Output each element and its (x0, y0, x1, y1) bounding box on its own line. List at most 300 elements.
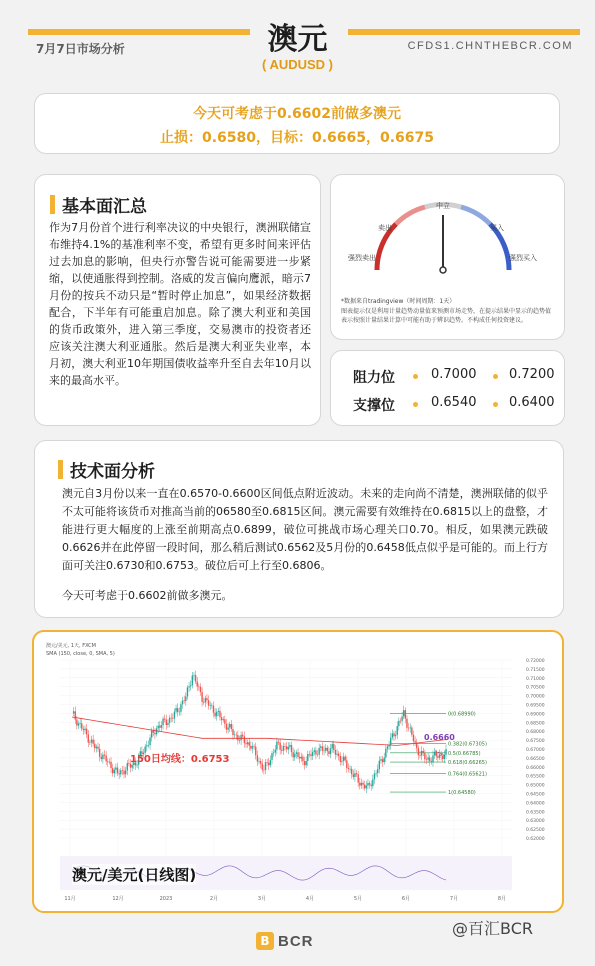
candle-body (393, 733, 394, 736)
ma-label: 150日均线：0.6753 (130, 754, 230, 765)
candle-body (312, 752, 313, 756)
candle-body (362, 783, 363, 785)
candle-body (344, 757, 345, 761)
candle-body (125, 770, 126, 774)
candle-body (380, 759, 381, 760)
candle-body (398, 721, 399, 726)
candle-body (353, 774, 354, 777)
recommendation-line-2: 止损：0.6580，目标：0.6665，0.6675 (159, 130, 435, 146)
candle-body (122, 770, 123, 771)
candle-body (315, 750, 316, 754)
candle-body (223, 719, 224, 720)
time-tick: 4月 (305, 896, 315, 902)
candle-body (369, 783, 370, 785)
resistance-2: 0.7200 (509, 367, 555, 382)
candle-body (83, 729, 84, 730)
candle-body (270, 760, 271, 765)
price-tick: 0.70500 (526, 685, 545, 691)
candle-body (84, 729, 85, 730)
candle-body (102, 755, 103, 759)
gauge-label-buy: 买入 (490, 224, 504, 232)
support-row (331, 395, 566, 415)
candle-body (333, 744, 334, 750)
candle-body (232, 729, 233, 735)
candle-body (99, 749, 100, 757)
candle-body (284, 746, 285, 747)
candle-body (94, 744, 95, 748)
price-tick: 0.71500 (526, 667, 545, 673)
candle-body (127, 763, 128, 770)
support-label: 支撑位 (353, 398, 395, 414)
candle-body (118, 773, 119, 774)
candle-body (148, 745, 149, 746)
candle-body (401, 716, 402, 720)
time-tick: 2月 (209, 896, 219, 902)
candle-body (359, 783, 360, 786)
gauge-label-sell: 卖出 (378, 224, 392, 232)
candle-body (427, 757, 428, 759)
candle-body (151, 731, 152, 738)
candle-body (275, 750, 276, 753)
price-tick: 0.67000 (526, 748, 545, 753)
bullet-dot (413, 402, 418, 407)
candle-body (216, 712, 217, 716)
candle-body (390, 738, 391, 745)
fundamental-heading (50, 192, 147, 217)
candle-body (203, 702, 204, 703)
fundamental-title: 基本面汇总 (62, 197, 147, 217)
candle-body (437, 756, 438, 758)
candle-body (348, 768, 349, 769)
candle-body (375, 773, 376, 774)
candle-body (73, 711, 74, 713)
technical-text: 澳元自3月份以来一直在0.6570-0.6600区间低点附近波动。未来的走向尚不清楚，澳洲联储的似乎不太可能将该货币对推高当前的06580至0.6815区间。澳元需要有效维持在0.6815以上的盘整，才能进行更大幅度的上涨至前期高点0.6899，破位可挑战市场心理关口0.70。相反，如果澳元跌破0.6626并在此停留一段时间，那么稍后测试0.6562及5月份的0.6458低点似乎是可能的。而上行方面可关注0.6730和0.6753。破位后可上行至0.6806。 (62, 487, 548, 572)
fib-label: 0.5(0.66785) (448, 750, 481, 757)
bcr-logo-icon: B (256, 932, 274, 950)
time-tick: 11月 (64, 896, 76, 902)
candle-body (236, 735, 237, 736)
candle-body (193, 675, 194, 676)
price-tick: 0.63000 (526, 819, 545, 825)
candle-body (289, 745, 290, 747)
candle-body (229, 724, 230, 727)
candle-body (330, 748, 331, 754)
candle-body (432, 755, 433, 762)
candle-body (400, 721, 401, 722)
price-tick: 0.66500 (526, 756, 545, 762)
fib-label: 0(0.68990) (448, 711, 476, 718)
price-tick: 0.72000 (526, 659, 545, 664)
sentiment-gauge (331, 175, 566, 295)
candle-body (76, 720, 77, 726)
candle-body (245, 743, 246, 744)
candle-body (255, 747, 256, 756)
candle-body (252, 746, 253, 748)
gauge-arc-sell (396, 207, 425, 224)
candle-body (379, 761, 380, 769)
candle-body (154, 733, 155, 735)
candle-body (200, 687, 201, 692)
candle-body (445, 749, 446, 755)
technical-heading (58, 457, 155, 482)
candle-body (392, 733, 393, 737)
candle-body (292, 752, 293, 757)
candle-body (234, 735, 235, 736)
candle-body (273, 753, 274, 754)
levels-card (330, 350, 565, 426)
chart-header-line-2: SMA (150, close, 0, SMA, 5) (46, 651, 115, 657)
candle-body (265, 762, 266, 770)
candle-body (120, 770, 121, 774)
candle-body (314, 750, 315, 752)
candle-body (276, 742, 277, 750)
candle-body (198, 686, 199, 687)
candle-body (421, 751, 422, 756)
candle-body (296, 752, 297, 754)
candle-body (96, 747, 97, 748)
candle-body (385, 749, 386, 758)
price-tick: 0.68000 (526, 730, 545, 736)
candle-body (413, 735, 414, 741)
candle-body (374, 774, 375, 780)
candle-body (214, 713, 215, 717)
candle-body (429, 757, 430, 761)
candle-body (302, 757, 303, 761)
candle-body (263, 770, 264, 771)
candle-body (131, 765, 132, 768)
candle-body (114, 770, 115, 773)
gauge-label-strong-buy: 强烈买入 (509, 254, 537, 262)
candle-body (92, 740, 93, 744)
price-tick: 0.69000 (526, 712, 545, 718)
price-tick: 0.63500 (526, 810, 545, 816)
candle-body (397, 726, 398, 735)
candle-body (327, 748, 328, 751)
candle-body (169, 718, 170, 723)
candle-body (177, 708, 178, 712)
candle-body (164, 719, 165, 720)
candle-body (115, 768, 116, 770)
technical-title: 技术面分析 (70, 462, 155, 482)
bullet-dot (493, 402, 498, 407)
candle-body (406, 719, 407, 728)
target-label: 0.6660 (424, 733, 455, 742)
time-tick: 2023 (159, 896, 173, 902)
candle-body (423, 751, 424, 753)
candle-body (271, 753, 272, 760)
candle-body (210, 705, 211, 706)
candle-body (351, 769, 352, 774)
candle-body (439, 754, 440, 757)
candle-body (231, 724, 232, 729)
candle-body (318, 748, 319, 755)
candle-body (247, 742, 248, 744)
candle-body (317, 755, 318, 756)
candle-body (197, 682, 198, 687)
candle-body (364, 785, 365, 789)
candle-body (268, 763, 269, 766)
candle-body (349, 769, 350, 770)
candle-body (78, 723, 79, 725)
time-tick: 3月 (257, 896, 267, 902)
candle-body (75, 711, 76, 719)
fundamental-card (34, 174, 321, 426)
candle-body (190, 685, 191, 686)
fib-label: 0.382(0.67305) (448, 741, 487, 748)
page-subtitle: ( AUDUSD ) (261, 57, 333, 72)
heading-marker (50, 195, 55, 214)
price-tick: 0.71000 (526, 676, 545, 682)
candle-body (157, 726, 158, 729)
candle-body (257, 755, 258, 761)
candle-body (153, 731, 154, 733)
candle-body (221, 717, 222, 720)
resistance-row (331, 367, 566, 387)
candle-body (208, 700, 209, 705)
candle-body (366, 786, 367, 789)
candle-body (414, 741, 415, 742)
candle-body (224, 719, 225, 724)
candle-body (250, 746, 251, 749)
candle-body (436, 752, 437, 756)
candle-body (338, 754, 339, 756)
gauge-note: *数据来自tradingview（时间周期：1天） 图表提示仅是利用计量趋势动量值来预测市场走势，在提示结果中显示的趋势值表示按照计量结果计算中可能有助于辨识趋势。不构成任何投资建议。 (341, 298, 552, 324)
price-tick: 0.65500 (526, 774, 545, 780)
candle-body (266, 762, 267, 763)
gauge-label-strong-sell: 强烈卖出 (348, 254, 376, 262)
bullet-dot (493, 374, 498, 379)
candle-body (323, 750, 324, 751)
candle-body (110, 762, 111, 768)
candle-body (403, 710, 404, 716)
candle-body (343, 757, 344, 761)
price-tick: 0.62000 (526, 837, 545, 842)
candle-body (206, 698, 207, 700)
candle-body (146, 745, 147, 746)
heading-marker (58, 460, 63, 479)
candle-body (123, 771, 124, 775)
candle-body (288, 747, 289, 750)
candle-body (104, 755, 105, 756)
candle-body (442, 756, 443, 759)
candle-body (299, 757, 300, 759)
chart-header-line-1: 澳元/美元, 1天, FXCM (46, 643, 96, 649)
candle-body (310, 754, 311, 756)
bcr-logo-text: BCR (278, 932, 314, 950)
candle-body (336, 754, 337, 755)
chart-caption: 澳元/美元(日线图) (72, 866, 197, 884)
candle-body (219, 711, 220, 717)
candle-body (79, 723, 80, 724)
price-chart (42, 638, 556, 908)
price-chart-card (32, 630, 564, 913)
time-tick: 8月 (497, 896, 507, 902)
candle-body (341, 761, 342, 762)
candle-body (237, 735, 238, 740)
fundamental-text: 作为7月份首个进行利率决议的中央银行，澳洲联储宣布维持4.1%的基准利率不变，希望有更多时间来评估过去加息的影响，但央行亦警告说可能需要进一步紧缩，以使通胀得到控制。洛威的发言偏向鹰派，暗示7月份的按兵不动只是“暂时停止加息”，如果经济数据配合，下半年有可能重启加息。除了澳大利亚和美国的货币政策外，进入第三季度，交易澳市的投资者还应该关注澳大利亚通胀。然后是澳大利亚失业率，本月初，澳大利亚10年期国债收益率升至自去年10月以来的最高水平。 (49, 221, 311, 387)
support-1: 0.6540 (431, 395, 477, 410)
candle-body (382, 759, 383, 762)
candle-body (179, 712, 180, 713)
candle-body (411, 728, 412, 735)
candle-body (291, 745, 292, 752)
candle-body (170, 718, 171, 719)
candle-body (260, 761, 261, 764)
candle-body (91, 740, 92, 743)
candle-body (195, 675, 196, 681)
candle-body (431, 761, 432, 762)
candle-body (440, 754, 441, 755)
candle-body (322, 746, 323, 750)
time-tick: 7月 (449, 896, 459, 902)
candle-body (149, 738, 150, 745)
candle-body (249, 742, 250, 746)
page-title: 澳元 (267, 22, 328, 57)
candle-body (286, 746, 287, 749)
technical-summary: 今天可考虑于0.6602前做多澳元。 (62, 589, 233, 602)
candle-body (144, 747, 145, 753)
fib-label: 0.764(0.65621) (448, 771, 487, 778)
candle-body (320, 746, 321, 747)
candle-body (335, 750, 336, 755)
candle-body (331, 744, 332, 748)
candle-body (112, 768, 113, 773)
candle-body (185, 696, 186, 701)
candle-body (242, 735, 243, 736)
candle-body (424, 753, 425, 759)
candle-body (180, 704, 181, 712)
candle-body (187, 687, 188, 696)
fib-label: 0.618(0.66265) (448, 760, 487, 767)
gauge-arc-buy (461, 207, 490, 224)
candle-body (205, 698, 206, 702)
candle-body (172, 718, 173, 719)
candle-body (162, 719, 163, 725)
bullet-dot (413, 374, 418, 379)
sentiment-gauge-card (330, 174, 565, 340)
candle-body (86, 729, 87, 735)
candle-body (305, 761, 306, 765)
candle-body (188, 686, 189, 687)
candle-body (174, 711, 175, 718)
price-tick: 0.66000 (526, 765, 545, 771)
price-tick: 0.70000 (526, 694, 545, 700)
resistance-label: 阻力位 (353, 370, 395, 386)
candle-body (325, 748, 326, 751)
candle-body (166, 720, 167, 725)
candle-body (377, 769, 378, 773)
candle-body (279, 743, 280, 750)
price-tick: 0.68500 (526, 721, 545, 727)
recommendation-card (34, 93, 560, 154)
technical-card (34, 440, 564, 618)
price-tick: 0.69500 (526, 703, 545, 709)
candle-body (258, 761, 259, 762)
candle-body (253, 746, 254, 747)
fib-label: 1(0.64580) (448, 790, 476, 797)
bcr-logo (256, 932, 314, 950)
candle-body (213, 706, 214, 713)
candle-body (239, 740, 240, 741)
watermark: @百汇BCR (452, 919, 533, 938)
candle-body (175, 708, 176, 711)
candle-body (227, 727, 228, 729)
candle-body (356, 773, 357, 774)
candle-body (283, 746, 284, 751)
candle-body (109, 762, 110, 763)
candle-body (281, 750, 282, 751)
site-url: CFDS1.CHNTHEBCR.COM (407, 40, 573, 52)
price-tick: 0.64000 (526, 801, 545, 807)
candle-body (294, 754, 295, 757)
candle-body (184, 700, 185, 701)
candle-body (426, 759, 427, 760)
candle-body (371, 785, 372, 786)
candle-body (101, 757, 102, 759)
time-tick: 6月 (401, 896, 411, 902)
resistance-1: 0.7000 (431, 367, 477, 382)
candle-body (105, 756, 106, 762)
support-2: 0.6400 (509, 395, 555, 410)
candle-body (117, 768, 118, 774)
candle-body (88, 734, 89, 742)
candle-body (107, 761, 108, 762)
candle-body (361, 783, 362, 786)
candle-body (244, 736, 245, 743)
candle-body (201, 692, 202, 702)
time-tick: 12月 (112, 896, 124, 902)
recommendation-line-1: 今天可考虑于0.6602前做多澳元 (192, 106, 402, 122)
candle-body (367, 783, 368, 786)
price-tick: 0.64500 (526, 792, 545, 798)
candle-body (159, 726, 160, 728)
candle-body (192, 676, 193, 686)
candle-body (161, 725, 162, 728)
candle-body (405, 710, 406, 719)
candle-body (372, 779, 373, 786)
candle-body (410, 728, 411, 729)
candle-body (418, 748, 419, 755)
candle-body (387, 746, 388, 748)
candle-body (182, 700, 183, 704)
price-tick: 0.62500 (526, 828, 545, 834)
price-tick: 0.67500 (526, 739, 545, 745)
candle-body (81, 723, 82, 728)
report-date: 7月7日市场分析 (36, 42, 125, 56)
candle-body (304, 761, 305, 765)
time-tick: 5月 (353, 896, 363, 902)
candle-body (354, 773, 355, 777)
candle-body (301, 757, 302, 759)
candle-body (357, 774, 358, 782)
candle-body (167, 723, 168, 725)
candle-body (328, 751, 329, 754)
candle-body (211, 705, 212, 706)
candle-body (307, 754, 308, 761)
candle-body (262, 764, 263, 770)
candle-body (434, 752, 435, 755)
candle-body (419, 755, 420, 756)
candle-body (240, 735, 241, 740)
candle-body (346, 760, 347, 768)
candle-body (89, 742, 90, 743)
gauge-label-neutral: 中立 (436, 202, 450, 210)
gauge-hub (440, 267, 446, 273)
candle-body (408, 728, 409, 729)
candle-body (226, 724, 227, 730)
candle-body (97, 747, 98, 749)
candle-body (340, 756, 341, 762)
